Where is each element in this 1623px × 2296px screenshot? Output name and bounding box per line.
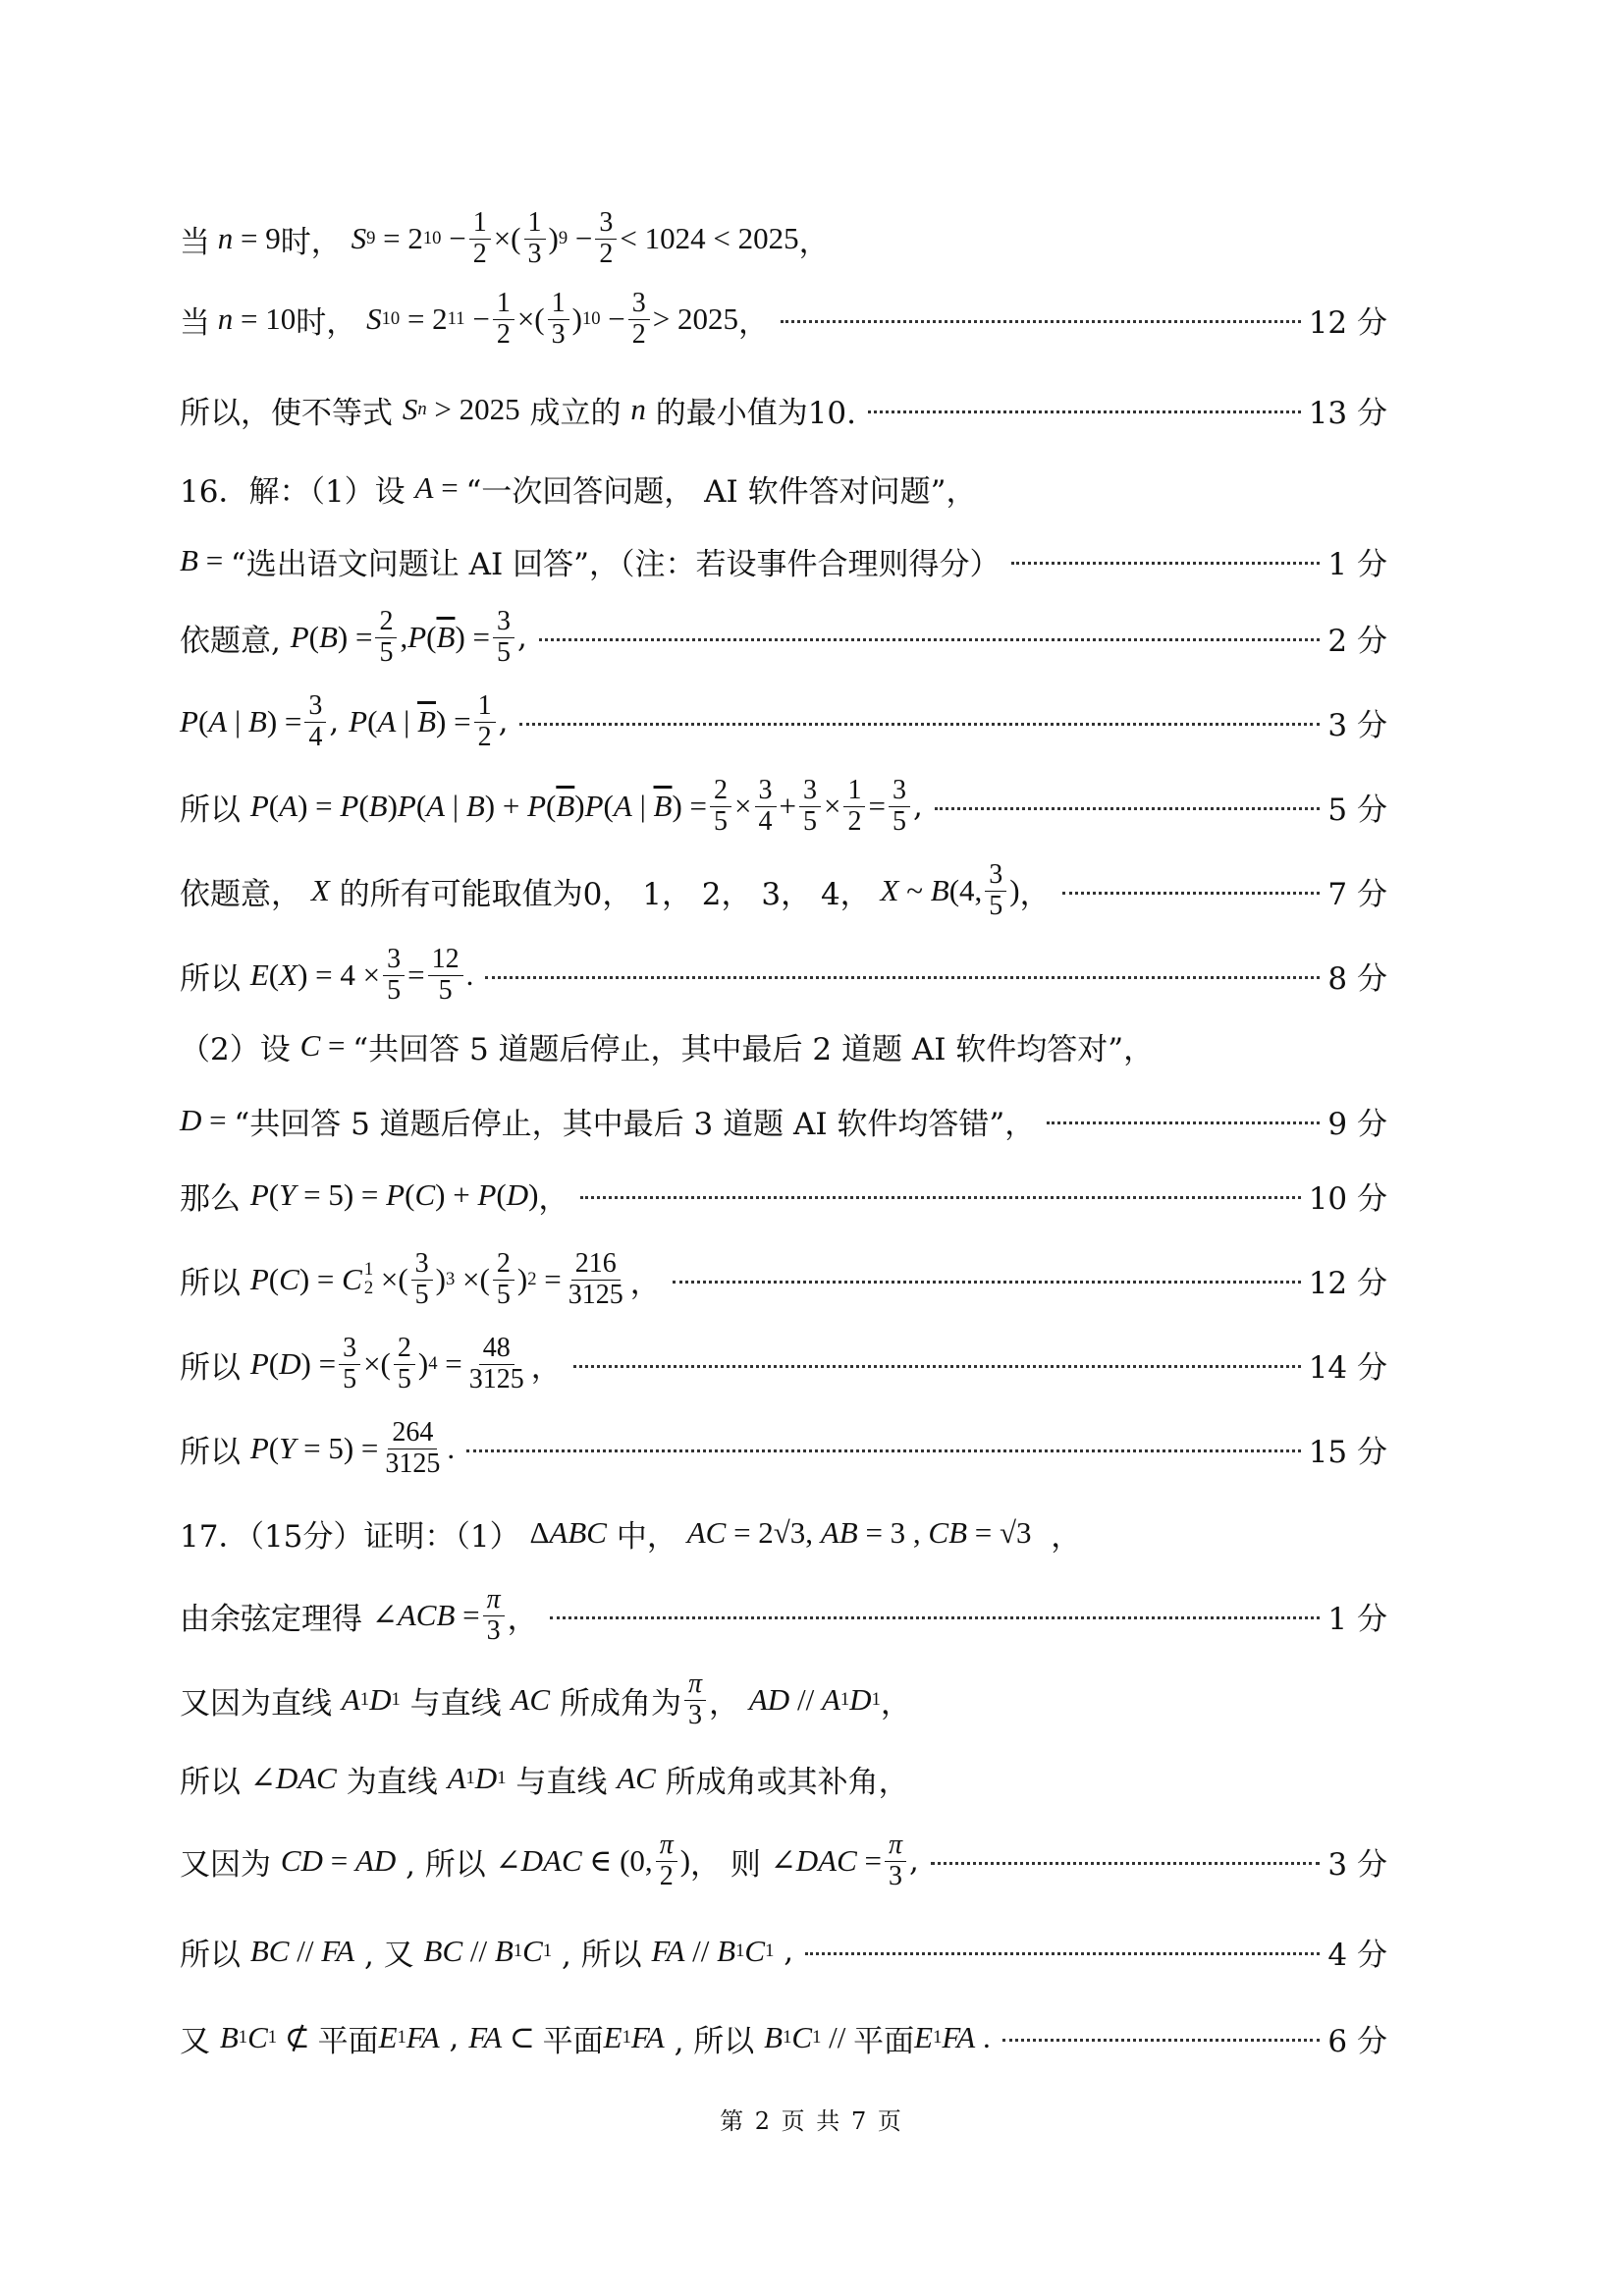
text-line — [180, 285, 1387, 354]
score-label: 7 分 — [1327, 876, 1387, 912]
score-label: 3 分 — [1327, 707, 1387, 743]
dot-leader — [805, 1948, 1320, 1955]
math-expression: 由余弦定理得 ∠ ACB = $\frac{\pi}{3}$ ， — [180, 1583, 538, 1646]
math-expression: 又因为 CD = AD , 所以 ∠ DAC ∈ (0, $\frac{\pi}{2}$ ) ， 则 ∠ DAC = $\frac{\pi}{3}$ , — [180, 1829, 919, 1891]
dot-leader — [673, 1277, 1301, 1284]
score-label: 12 分 — [1308, 1265, 1387, 1301]
dot-leader — [1047, 1118, 1320, 1124]
math-expression: 那么 P ( Y = 5) = P ( C ) + P ( D ) ， — [180, 1177, 569, 1217]
score-label: 14 分 — [1308, 1349, 1387, 1386]
text-line — [180, 375, 1387, 444]
text-line — [180, 1917, 1387, 1986]
line-text: 16．解：（1）设 A = “一次回答问题， AI 软件答对问题”， — [180, 470, 977, 510]
dot-leader — [781, 316, 1301, 323]
text-line — [180, 1330, 1387, 1398]
math-expression: 所以 P ( Y = 5) = $\frac{264}{3125}$ . — [180, 1416, 456, 1479]
text-line — [180, 2003, 1387, 2072]
text-line — [180, 1581, 1387, 1650]
score-label: 13 分 — [1308, 395, 1387, 431]
score-label: 3 分 — [1327, 1846, 1387, 1883]
score-label: 6 分 — [1327, 2023, 1387, 2059]
text-line — [180, 204, 1387, 273]
score-label: 15 分 — [1308, 1434, 1387, 1470]
dot-leader — [1062, 888, 1321, 895]
math-expression: 所以 P ( C ) = C 1 2 ×( $\frac{3}{5}$ ) 3 ×( $\frac{2}{5}$ ) 2 = $\frac{216}{3125}$ ， — [180, 1247, 661, 1310]
score-label: 12 分 — [1308, 304, 1387, 341]
text-line — [180, 1414, 1387, 1483]
score-label: 2 分 — [1327, 623, 1387, 659]
text-line — [180, 941, 1387, 1010]
math-expression: 当 n = 9 时， S 9 = 2 10 − $\frac{1}{2}$ ×( $\frac{1}{3}$ ) 9 − $\frac{3}{2}$ < 1024 < 2025 ， — [180, 206, 830, 269]
score-label: 5 分 — [1327, 792, 1387, 828]
dot-leader — [485, 972, 1320, 979]
math-expression: 又因为直线 A 1 D 1 与直线 AC 所成角为 $\frac{\pi}{3}$ ， AD // A 1 D 1 ， — [180, 1667, 911, 1730]
score-label: 10 分 — [1308, 1180, 1387, 1217]
question-heading — [180, 1499, 1387, 1567]
dot-leader — [466, 1446, 1301, 1452]
math-expression: 所以 BC // FA , 又 BC // B 1 C 1 , 所以 FA // B 1 C 1 , — [180, 1934, 794, 1973]
line-text: D = “共回答 5 道题后停止，其中最后 3 道题 AI 软件均答错”， — [180, 1103, 1036, 1142]
score-label: 1 分 — [1327, 546, 1387, 582]
dot-leader — [868, 407, 1301, 413]
dot-leader — [935, 803, 1321, 810]
math-expression: 当 n = 10 时， S 10 = 2 11 − $\frac{1}{2}$ ×( $\frac{1}{3}$ ) 10 − $\frac{3}{2}$ > 2025 ， — [180, 287, 770, 350]
math-expression: 依题意, P ( B ) = $\frac{2}{5}$ , P ( $\overline{B}$ ) = $\frac{3}{5}$ , — [180, 605, 527, 668]
text-line — [180, 1011, 1387, 1080]
text-line — [180, 526, 1387, 595]
dot-leader — [519, 719, 1320, 726]
score-label: 9 分 — [1327, 1106, 1387, 1142]
line-text: B = “选出语文问题让 AI 回答”，（注：若设事件合理则得分） — [180, 543, 1001, 582]
text-line — [180, 772, 1387, 841]
text-line — [180, 1666, 1387, 1734]
question-heading — [180, 454, 1387, 522]
text-line — [180, 1161, 1387, 1230]
text-line — [180, 687, 1387, 756]
text-line — [180, 856, 1387, 925]
dot-leader — [580, 1192, 1300, 1199]
line-text: （2）设 C = “共回答 5 道题后停止，其中最后 2 道题 AI 软件均答对”， — [180, 1028, 1155, 1067]
math-expression: 依题意， X 的所有可能取值为0， 1， 2， 3， 4， X ~ B (4, $\frac{3}{5}$ ) ， — [180, 858, 1051, 921]
score-label: 4 分 — [1327, 1937, 1387, 1973]
math-expression: 所以 E ( X ) = 4 × $\frac{3}{5}$ = $\frac{12}{5}$ . — [180, 943, 474, 1006]
dot-leader — [573, 1361, 1301, 1368]
math-expression: 又 B 1 C 1 ⊄ 平面 E 1 FA , FA ⊂ 平面 E 1 FA , 所以 B 1 C 1 // 平面 E 1 FA . — [180, 2020, 991, 2059]
dot-leader — [931, 1858, 1321, 1865]
text-line — [180, 1744, 1387, 1813]
score-label: 8 分 — [1327, 960, 1387, 997]
line-text: 所以，使不等式 S n > 2025 成立的 n 的最小值为10. — [180, 392, 857, 431]
math-expression: 所以 P ( A ) = P ( B ) P ( A | B ) + P ( $\overline{B}$ ) P ( A | $\overline{B}$ ) = $\frac{2}{5}$ × $\frac{3}{4}$ + $\frac{3}{5}$ × $\frac{1}{2}$ = $\frac{3}{5}$ , — [180, 774, 923, 837]
dot-leader — [539, 634, 1321, 641]
math-expression: 17．（15分）证明：（1） Δ ABC 中， AC = 2√3, AB = 3 , CB = √3 ， — [180, 1515, 1082, 1555]
page-number: 第 2 页 共 7 页 — [720, 2107, 903, 2135]
text-line — [180, 603, 1387, 672]
text-line — [180, 1086, 1387, 1155]
math-expression: 所以 ∠ DAC 为直线 A 1 D 1 与直线 AC 所成角或其补角， — [180, 1761, 909, 1800]
text-line — [180, 1827, 1387, 1895]
dot-leader — [1011, 558, 1320, 565]
text-line — [180, 1245, 1387, 1314]
dot-leader — [1002, 2035, 1321, 2042]
score-label: 1 分 — [1327, 1601, 1387, 1637]
math-expression: P ( A | B ) = $\frac{3}{4}$ , P ( A | $\overline{B}$ ) = $\frac{1}{2}$ , — [180, 689, 509, 752]
math-expression: 所以 P ( D ) = $\frac{3}{5}$ ×( $\frac{2}{5}$ ) 4 = $\frac{48}{3125}$ ， — [180, 1332, 562, 1394]
dot-leader — [550, 1613, 1321, 1619]
